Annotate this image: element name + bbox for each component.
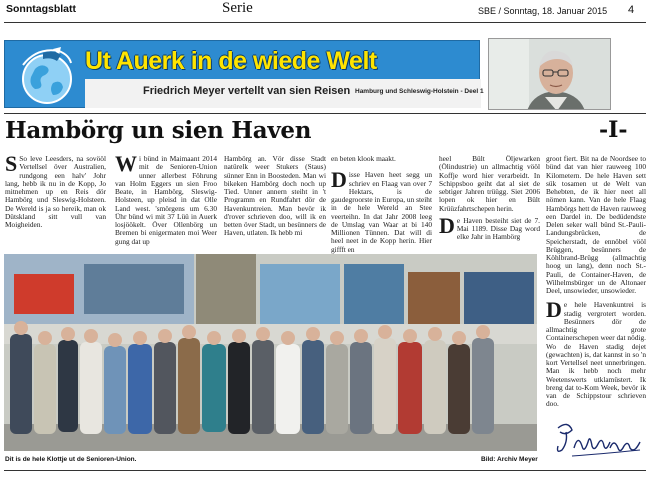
column-text: i bünd in Maimaant 2014 mit de Senioren-Union unner allerbest Föhrung van Holm Eggers un sien Froo Beate, in Hambörg, Sleswig-Holsteen, up pleisd in dat Olle Land west. 'smörgens um 6.30 Ühr bünd wi mit 37 Lüü in Auerk losjöökelt. Över Ollenbörg un Bremen bi enigermaten moi Weer gung dat up [115, 154, 217, 246]
drop-cap: W [115, 151, 137, 176]
author-photo [489, 39, 611, 110]
footer-rule [4, 470, 646, 471]
part-marker: -I- [599, 117, 628, 143]
page-header [0, 0, 650, 22]
article-column-5 [439, 155, 540, 242]
column-text: en beten klook maakt. [331, 154, 396, 163]
column-text: heel Bült Öljewarken (Ölindustrie) un allmachtig vööl Koffje word hier verarbeidt. In Schippsboo geiht dat al siet de sebtiger Jahren trüügg. Siet 2006 lopen ok hier en Bült Krüüzfahrtschepen herin. [439, 154, 540, 213]
drop-cap: D [439, 212, 455, 238]
series-banner [4, 40, 480, 108]
globe-icon [13, 43, 81, 109]
group-photo [4, 254, 537, 451]
article-column-2 [115, 151, 217, 246]
banner-title: Ut Auerk in de wiede Welt [85, 47, 377, 75]
signature-image [552, 418, 648, 466]
drop-cap: S [5, 151, 18, 176]
header-rule [4, 22, 646, 23]
article-column-3 [224, 155, 326, 238]
photo-caption: Dit is de hele Klottje ut de Senioren-Union. [5, 456, 137, 463]
column-text: Hambörg an. Vör disse Stadt natürelk weer Stukers (Staus) sünner Enn in Boosteden. Man wi bikeken Hambörg doch noch up Tied. Unner annern steiht in 't Programm en Rundfahrt dör de Havenkuntreien. Man bevör ik d'rover schrieven doo, will ik en betten över Stadt, un besünners de Haven, utlaten. Ik hebb mi [224, 154, 326, 238]
drop-cap: D [331, 167, 347, 193]
column-text: e hele Havenkuntrei is stadig vergrotert worden. Besünners dör de allmachtig grote Containerschepen weer dat nödig. Wo de Haven stadig dejet (gewachten) is, dat kannst in so 'n kort Vertellsel neet unnerbringen. Man ik hebb noch mehr Weetenswerts utklamüstert. Ik breng dat to-Kom Week, bevör ik van de Schippstour schrieven doo. [546, 300, 646, 409]
date-line: SBE / Sonntag, 18. Januar 2015 [478, 6, 608, 16]
article-headline: Hambörg un sien Haven [5, 117, 312, 144]
author-signature [552, 418, 648, 466]
photo-credit: Bild: Archiv Meyer [481, 456, 538, 463]
column-text: isse Haven heet segg un schriev en Flaag van over 7 Hektars, is de gaudegroorste in Europa, un steiht in de hele Wereld an Stee veerteihn. In dat Jahr 2008 leeg de Umslag van Waar at bi 140 Millionen Tünnen. Dat will di heel neet in de Kopp herin. Hier giffft en [331, 170, 432, 254]
column-text: So leve Leesders, na sovööl Vertellsel över Australien, rundgong een halv' Johr lang, hebb ik nu in de Kopp, Jo mitnehmen up en Reis dör Hambörg und Sleswig-Holsteen. De Wereld is ja so hereik, man ok Dütskland sitt vull van Moigheiden. [5, 154, 106, 229]
series-info: Hamburg und Schleswig-Holstein - Deel 1 [355, 88, 484, 95]
section-name: Sonntagsblatt [6, 3, 76, 15]
author-portrait [488, 38, 611, 110]
page-number: 4 [628, 4, 635, 16]
column-text: groot fiert. Bit na de Noordsee to bünd dat van hier rauweeg 100 Kilometern. De hele Haven sett sük tosamen ut de Welt van Behebten, de ik hier neet all nömen kann. Van de hele Flaag Hambörgs hett de Haven rauweeg een Dardel in. De bedüdendste Delen seker wall bünd St.-Pauli-Landungsbrücken, de Speicherstadt, de ennöbel vööl Brüggen, besünners de Köhlbrand-Brügg (allmachtig hoog un lang), denn noch St.-Pauli, de Container-Haven, de Wilhelmsbürger un de Altonaer Deel, unsowieder, unsowieder. [546, 154, 646, 295]
group-photo-image [4, 254, 537, 451]
article-column-1 [5, 151, 106, 229]
banner-rule [4, 113, 646, 114]
drop-cap: D [546, 297, 562, 323]
article-column-6 [546, 155, 646, 409]
column-text: e Haven besteiht siet de 7. Mai 1189. Disse Dag word elke Jahr in Hambörg [456, 215, 540, 242]
category-label: Serie [222, 0, 253, 16]
banner-subtitle: Friedrich Meyer vertellt van sien Reisen [143, 85, 351, 97]
article-column-4 [331, 155, 432, 254]
